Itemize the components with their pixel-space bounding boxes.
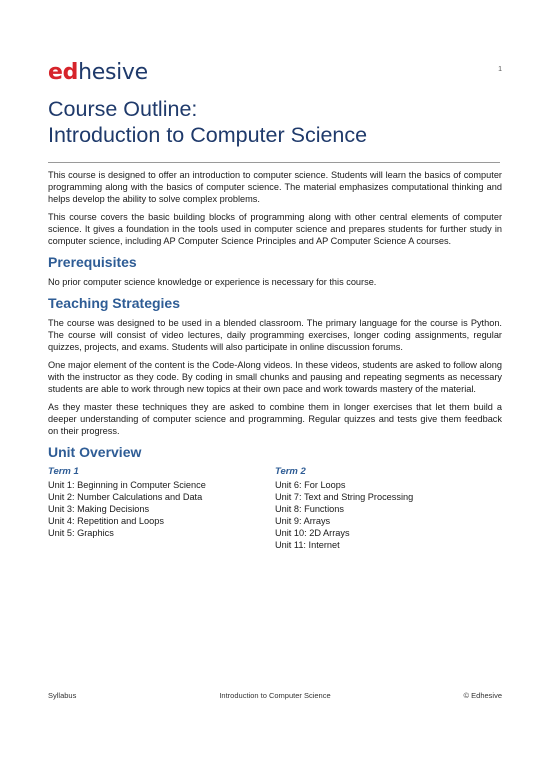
page-number: 1 bbox=[498, 66, 502, 73]
teaching-paragraph-1: The course was designed to be used in a blended classroom. The primary language for the course is Python. The course will consist of video lectures, daily programming exercises, longer coding assignments, regular quizzes, projects, and exams. Students will also participate in online discussion forums. bbox=[48, 318, 502, 352]
edhesive-logo bbox=[48, 62, 148, 84]
unit-item: Unit 2: Number Calculations and Data bbox=[48, 492, 203, 502]
unit-item: Unit 11: Internet bbox=[275, 540, 340, 550]
teaching-paragraph-3: As they master these techniques they are asked to combine them in longer exercises that let them build a deeper understanding of computer science and programming. Regular quizzes and tests give them feedback on their progress. bbox=[48, 402, 502, 436]
unit-item: Unit 5: Graphics bbox=[48, 528, 114, 538]
footer-left: Syllabus bbox=[48, 691, 77, 700]
unit-overview-table bbox=[48, 466, 502, 551]
term-2-column bbox=[275, 466, 502, 551]
footer-right: © Edhesive bbox=[463, 691, 502, 700]
unit-item: Unit 9: Arrays bbox=[275, 516, 331, 526]
title-divider bbox=[48, 162, 500, 163]
document-body bbox=[48, 169, 502, 551]
term-1-label: Term 1 bbox=[48, 466, 79, 477]
title-line-2: Introduction to Computer Science bbox=[48, 123, 368, 147]
teaching-strategies-heading: Teaching Strategies bbox=[48, 295, 181, 311]
term-2-label: Term 2 bbox=[275, 466, 306, 477]
page-title bbox=[48, 96, 508, 148]
logo-ed: ed bbox=[48, 60, 79, 85]
footer-center: Introduction to Computer Science bbox=[219, 691, 331, 700]
unit-item: Unit 10: 2D Arrays bbox=[275, 528, 350, 538]
prerequisites-heading: Prerequisites bbox=[48, 254, 137, 270]
unit-item: Unit 3: Making Decisions bbox=[48, 504, 150, 514]
prerequisites-text: No prior computer science knowledge or experience is necessary for this course. bbox=[48, 277, 377, 287]
logo-hesive: hesive bbox=[78, 60, 148, 85]
unit-item: Unit 1: Beginning in Computer Science bbox=[48, 480, 206, 490]
teaching-paragraph-2: One major element of the content is the Code-Along videos. In these videos, students are asked to follow along with the instructor as they code. By coding in small chunks and pausing and repeating segments as necessary students are able to work through new topics at their own pace and work towards mastery of the material. bbox=[48, 360, 502, 394]
unit-item: Unit 6: For Loops bbox=[275, 480, 346, 490]
intro-paragraph-1: This course is designed to offer an introduction to computer science. Students will learn the basics of computer programming along with the basics of computer science. The material emphasizes computational thinking and helps develop the ability to solve complex problems. bbox=[48, 170, 502, 204]
intro-paragraph-2: This course covers the basic building blocks of programming along with other central elements of computer science. It gives a foundation in the tools used in computer science and prepares students for further study in computer science, including AP Computer Science Principles and AP Computer Science A courses. bbox=[48, 212, 502, 246]
unit-item: Unit 8: Functions bbox=[275, 504, 344, 514]
unit-item: Unit 7: Text and String Processing bbox=[275, 492, 414, 502]
title-line-1: Course Outline: bbox=[48, 97, 198, 121]
term-1-column bbox=[48, 466, 275, 551]
unit-overview-heading: Unit Overview bbox=[48, 444, 142, 460]
unit-item: Unit 4: Repetition and Loops bbox=[48, 516, 164, 526]
